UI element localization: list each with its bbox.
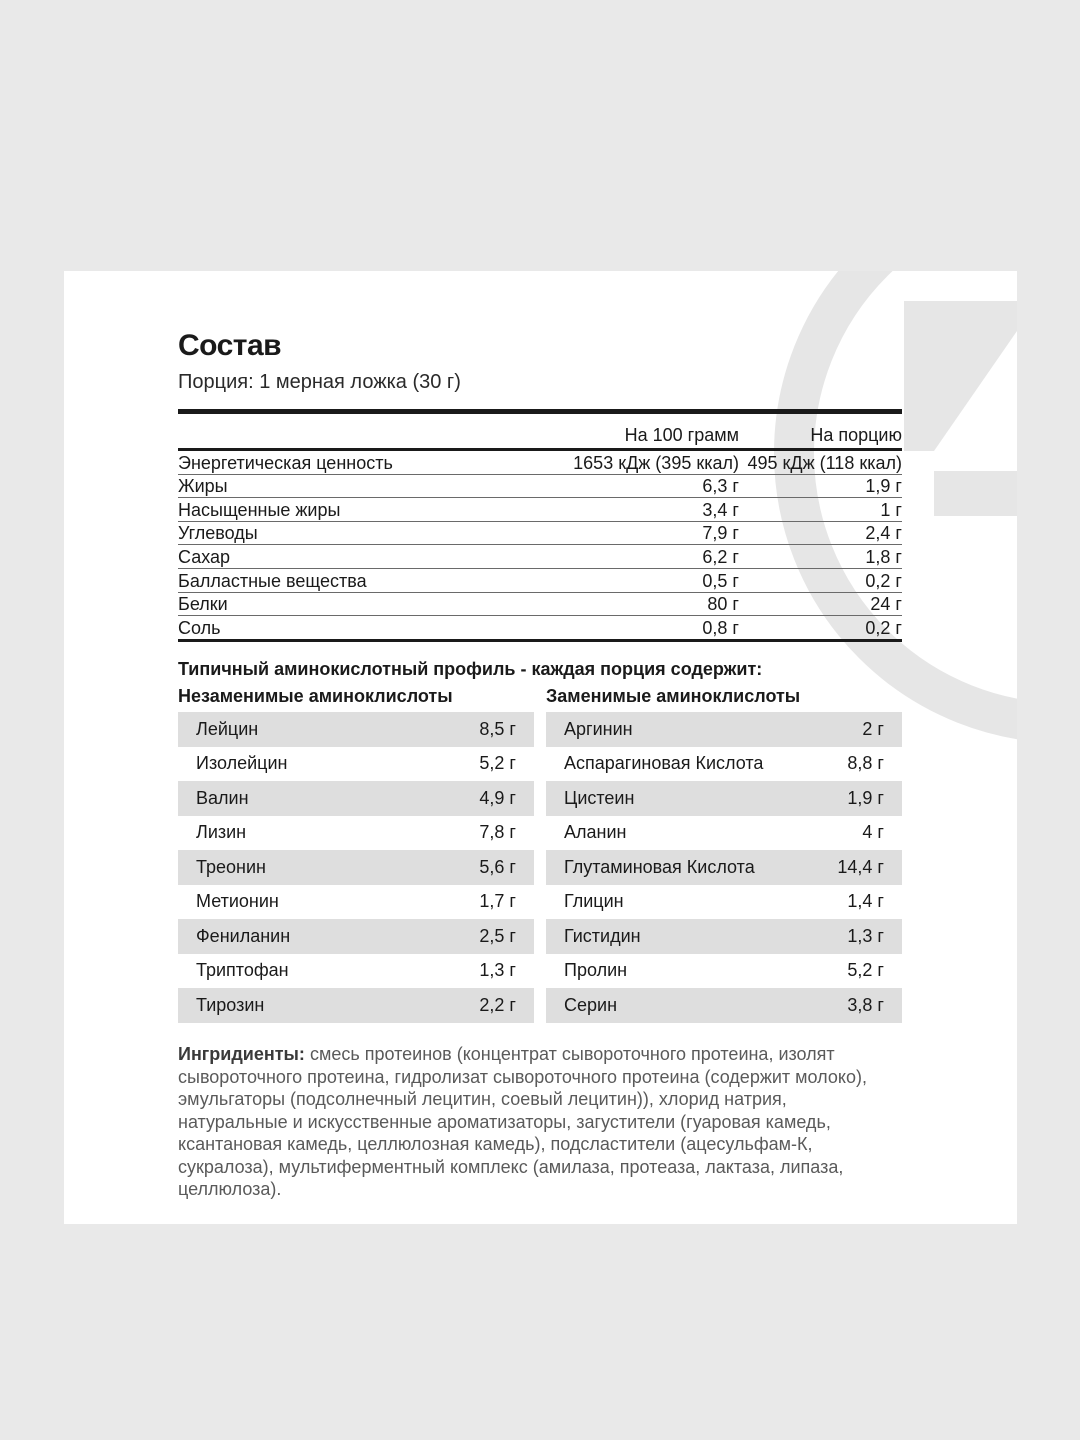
ingredients-label: Ингридиенты: — [178, 1044, 305, 1064]
amino-row — [178, 747, 534, 782]
amino-value: 5,6 г — [479, 856, 516, 877]
amino-row — [178, 988, 534, 1023]
nutrition-table — [178, 409, 902, 642]
composition-card — [64, 271, 1017, 1224]
amino-row — [546, 954, 902, 989]
nutrition-row — [178, 522, 902, 546]
amino-row — [178, 954, 534, 989]
amino-value: 3,8 г — [847, 994, 884, 1015]
amino-value: 5,2 г — [847, 960, 884, 981]
amino-name: Глицин — [564, 891, 624, 912]
amino-row — [546, 781, 902, 816]
amino-value: 1,3 г — [847, 925, 884, 946]
amino-row — [178, 850, 534, 885]
nutrient-name: Жиры — [178, 476, 228, 497]
amino-value: 7,8 г — [479, 822, 516, 843]
amino-name: Метионин — [196, 891, 279, 912]
amino-name: Треонин — [196, 856, 266, 877]
nutrient-per100: 6,2 г — [702, 546, 739, 567]
nutrition-row — [178, 451, 902, 475]
portion-size: Порция: 1 мерная ложка (30 г) — [178, 371, 461, 393]
nutrient-per-portion: 1,8 г — [865, 546, 902, 567]
amino-name: Тирозин — [196, 994, 265, 1015]
amino-value: 1,9 г — [847, 787, 884, 808]
amino-value: 1,7 г — [479, 891, 516, 912]
amino-name: Аргинин — [564, 718, 633, 739]
amino-row — [546, 712, 902, 747]
nutrient-per-portion: 1 г — [880, 499, 902, 520]
amino-value: 14,4 г — [837, 856, 884, 877]
amino-name: Гистидин — [564, 925, 641, 946]
amino-name: Глутаминовая Кислота — [564, 856, 755, 877]
nutrient-per100: 80 г — [707, 594, 739, 615]
nutrient-per-portion: 24 г — [870, 594, 902, 615]
amino-name: Аспарагиновая Кислота — [564, 753, 764, 774]
amino-name: Цистеин — [564, 787, 635, 808]
nutrient-per100: 0,5 г — [702, 570, 739, 591]
nutrient-per-portion: 1,9 г — [865, 476, 902, 497]
amino-value: 5,2 г — [479, 753, 516, 774]
nutrient-per-portion: 0,2 г — [865, 570, 902, 591]
amino-name: Серин — [564, 994, 618, 1015]
amino-name: Аланин — [564, 822, 627, 843]
amino-value: 1,4 г — [847, 891, 884, 912]
amino-row — [546, 988, 902, 1023]
page-title: Состав — [178, 329, 282, 362]
header-per100: На 100 грамм — [624, 425, 739, 445]
amino-value: 2,2 г — [479, 994, 516, 1015]
nonessential-amino-list — [546, 712, 902, 1023]
amino-row — [178, 885, 534, 920]
nutrition-row — [178, 616, 902, 639]
nonessential-amino-title: Заменимые аминоклислоты — [546, 686, 801, 706]
nutrition-row — [178, 498, 902, 522]
amino-value: 1,3 г — [479, 960, 516, 981]
nutrient-name: Насыщенные жиры — [178, 499, 341, 520]
nutrition-row — [178, 569, 902, 593]
amino-row — [178, 816, 534, 851]
amino-row — [546, 885, 902, 920]
amino-row — [546, 850, 902, 885]
nutrition-row — [178, 545, 902, 569]
amino-value: 4,9 г — [479, 787, 516, 808]
amino-value: 4 г — [862, 822, 884, 843]
amino-name: Лейцин — [196, 718, 259, 739]
nutrient-per100: 7,9 г — [702, 523, 739, 544]
amino-name: Лизин — [196, 822, 247, 843]
amino-value: 2 г — [862, 718, 884, 739]
nutrition-row — [178, 593, 902, 617]
nutrient-per-portion: 495 кДж (118 ккал) — [747, 452, 902, 473]
ingredients — [178, 1043, 868, 1201]
table-bottom-rule — [178, 639, 902, 642]
amino-name: Изолейцин — [196, 753, 288, 774]
amino-name: Фениланин — [196, 925, 291, 946]
amino-value: 8,5 г — [479, 718, 516, 739]
nutrient-per100: 1653 кДж (395 ккал) — [573, 452, 739, 473]
nutrient-name: Углеводы — [178, 523, 258, 544]
nutrition-row — [178, 475, 902, 499]
amino-value: 8,8 г — [847, 753, 884, 774]
amino-name: Пролин — [564, 960, 628, 981]
nutrient-per-portion: 0,2 г — [865, 617, 902, 638]
amino-value: 2,5 г — [479, 925, 516, 946]
ingredients-text: смесь протеинов (концентрат сывороточного протеина, изолят сывороточного протеина, гидролизат сывороточного протеина (содержит молоко), эмульгаторы (подсолнечный лецитин, соевый лецитин)), хлорид натрия, натуральные и искусственные ароматизаторы, загустители (гуаровая камедь, ксантановая камедь, целлюлозная камедь), подсластители (ацесульфам-К, сукралоза), мультиферментный комплекс (амилаза, протеаза, лактаза, липаза, целлюлоза). — [178, 1044, 867, 1199]
essential-amino-list — [178, 712, 534, 1023]
amino-name: Валин — [196, 787, 249, 808]
amino-name: Триптофан — [196, 960, 289, 981]
header-per-portion: На порцию — [810, 425, 902, 445]
amino-row — [546, 747, 902, 782]
amino-row — [178, 781, 534, 816]
nutrient-name: Балластные вещества — [178, 570, 367, 591]
nutrient-per100: 3,4 г — [702, 499, 739, 520]
nutrient-per100: 6,3 г — [702, 476, 739, 497]
nutrient-name: Сахар — [178, 546, 231, 567]
nutrient-name: Белки — [178, 594, 228, 615]
nutrient-per-portion: 2,4 г — [865, 523, 902, 544]
amino-profile-title: Типичный аминокислотный профиль - каждая порция содержит: — [178, 659, 763, 679]
essential-amino-title: Незаменимые аминоклислоты — [178, 686, 453, 706]
amino-row — [546, 919, 902, 954]
nutrition-header — [178, 414, 902, 448]
nutrient-per100: 0,8 г — [702, 617, 739, 638]
nutrient-name: Соль — [178, 617, 221, 638]
amino-row — [178, 712, 534, 747]
amino-row — [178, 919, 534, 954]
amino-row — [546, 816, 902, 851]
nutrient-name: Энергетическая ценность — [178, 452, 393, 473]
